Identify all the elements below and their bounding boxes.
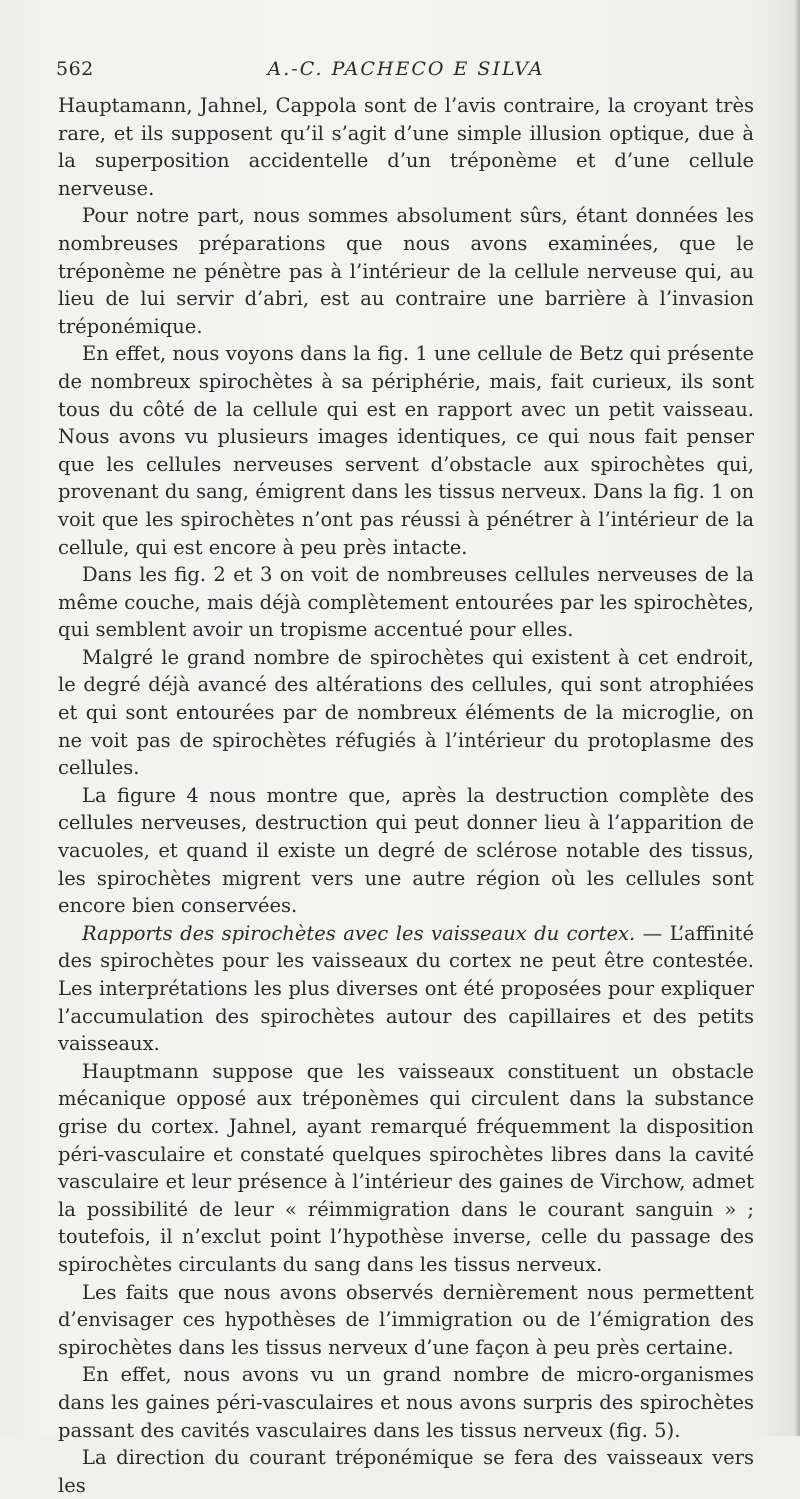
paragraph: La figure 4 nous montre que, après la destruction complète des cellules nerveuses, destruction qui peut donner lieu à l’apparition de vacuoles, et quand il existe un degré de sclérose notable des tissus, les spirochètes migrent vers une autre région où les cellules sont encore bien conservées. (58, 783, 754, 918)
paragraph: Hauptmann suppose que les vaisseaux constituent un obstacle mécanique opposé aux tréponèmes qui circulent dans la substance grise du cortex. Jahnel, ayant remarqué fréquemment la disposition péri-vasculaire et constaté quelques spirochètes libres dans la cavité vasculaire et leur présence à l’intérieur des gaines de Virchow, admet la possibilité de leur « réimmigration dans le courant sanguin » ; toutefois, il n’exclut point l’hypothèse inverse, celle du passage des spirochètes circulants du sang dans les tissus nerveux. (58, 1059, 754, 1276)
paragraph: Pour notre part, nous sommes absolument sûrs, étant données les nombreuses préparations que nous avons examinées, que le tréponème ne pénètre pas à l’intérieur de la cellule nerveuse qui, au lieu de lui servir d’abri, est au contraire une barrière à l’invasion tréponémique. (58, 204, 754, 338)
page-header (56, 58, 756, 88)
section-paragraph (58, 920, 754, 1058)
paragraph: La direction du courant tréponémique se fera des vaisseaux vers les (58, 1446, 754, 1497)
page-number: 562 (56, 58, 94, 80)
paragraph: En effet, nous voyons dans la fig. 1 une cellule de Betz qui présente de nombreux spirochètes à sa périphérie, mais, fait curieux, ils sont tous du côté de la cellule qui est en rapport avec un petit vaisseau. Nous avons vu plusieurs images identiques, ce qui nous fait penser que les cellules nerveuses servent d’obstacle aux spirochètes qui, provenant du sang, émigrent dans les tissus nerveux. Dans la fig. 1 on voit que les spirochètes n’ont pas réussi à pénétrer à l’intérieur de la cellule, qui est encore à peu près intacte. (58, 342, 754, 559)
section-title: Rapports des spirochètes avec les vaisseaux du cortex. (82, 921, 636, 945)
paragraph: Dans les fig. 2 et 3 on voit de nombreuses cellules nerveuses de la même couche, mais déjà complètement entourées par les spirochètes, qui semblent avoir un tropisme accentué pour elles. (58, 563, 754, 642)
body-text (58, 92, 754, 1499)
running-head: A.-C. PACHECO E SILVA (267, 58, 545, 80)
paragraph: Malgré le grand nombre de spirochètes qui existent à cet endroit, le degré déjà avancé des altérations des cellules, qui sont atrophiées et qui sont entourées par de nombreux éléments de la microglie, on ne voit pas de spirochètes réfugiés à l’intérieur du protoplasme des cellules. (58, 645, 754, 780)
page-edge-shadow (794, 0, 800, 1436)
paragraph: Hauptamann, Jahnel, Cappola sont de l’avis contraire, la croyant très rare, et ils supposent qu’il s’agit d’une simple illusion optique, due à la superposition accidentelle d’un tréponème et d’une cellule nerveuse. (58, 94, 754, 200)
section-text: — L’affinité des spirochètes pour les vaisseaux du cortex ne peut être contestée. Les interprétations les plus diverses ont été proposées pour expliquer l’accumulation des spirochètes autour des capillaires et des petits vaisseaux. (58, 921, 754, 1056)
paragraph: En effet, nous avons vu un grand nombre de micro-organismes dans les gaines péri-vasculaires et nous avons surpris des spirochètes passant des cavités vasculaires dans les tissus nerveux (fig. 5). (58, 1363, 754, 1442)
paragraph: Les faits que nous avons observés dernièrement nous permettent d’envisager ces hypothèses de l’immigration ou de l’émigration des spirochètes dans les tissus nerveux d’une façon à peu près certaine. (58, 1280, 754, 1359)
